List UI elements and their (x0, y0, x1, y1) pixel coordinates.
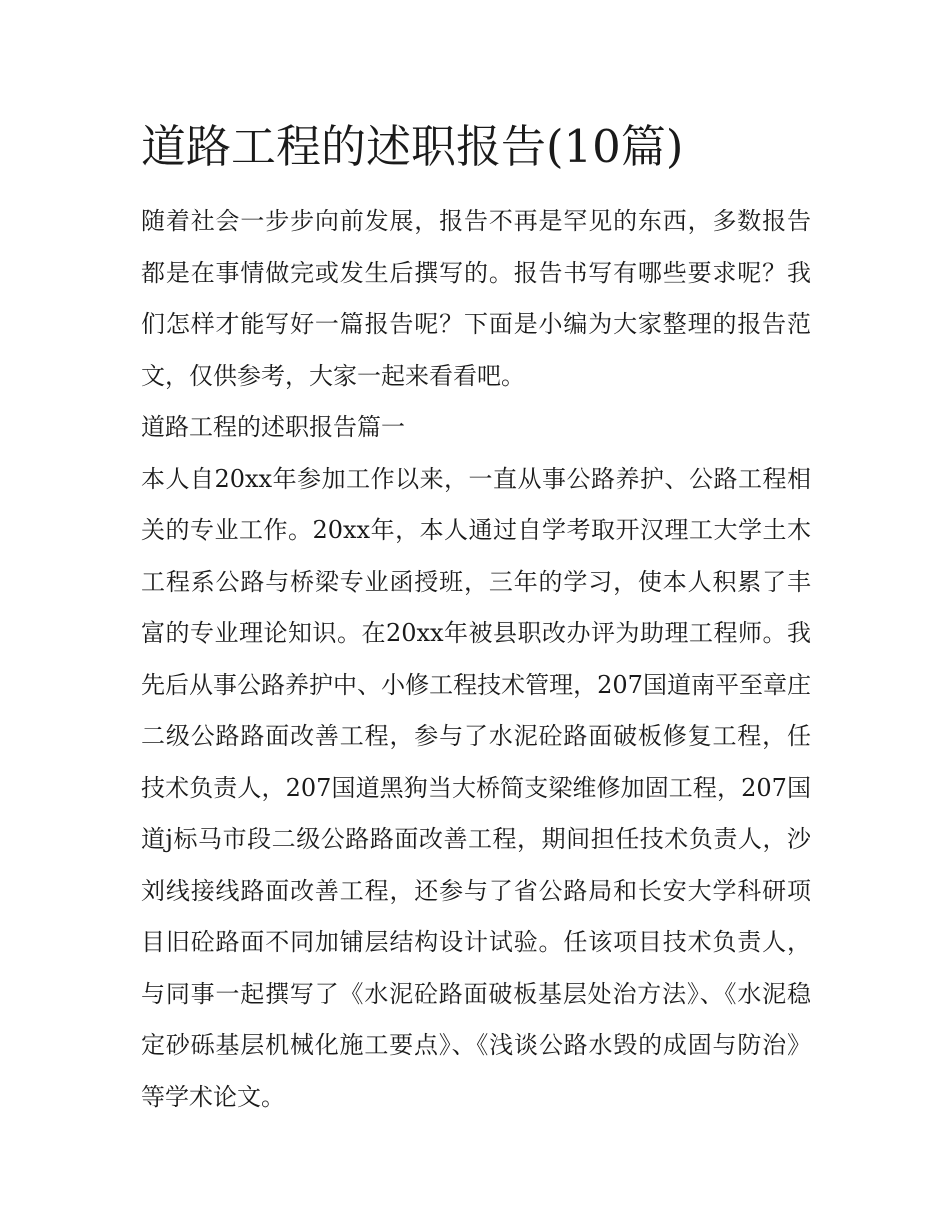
section-heading: 道路工程的述职报告篇一 (141, 413, 405, 441)
intro-paragraph: 随着社会一步步向前发展，报告不再是罕见的东西，多数报告都是在事情做完或发生后撰写的。报告书写有哪些要求呢？我们怎样才能写好一篇报告呢？下面是小编为大家整理的报告范文，仅供参考，大家一起来看看吧。 (141, 207, 811, 390)
document-content (141, 112, 811, 1123)
document-title: 道路工程的述职报告(10篇) (141, 120, 684, 173)
body-paragraph: 本人自20xx年参加工作以来，一直从事公路养护、公路工程相关的专业工作。20xx年，本人通过自学考取开汉理工大学土木工程系公路与桥梁专业函授班，三年的学习，使本人积累了丰富的专业理论知识。在20xx年被县职改办评为助理工程师。我先后从事公路养护中、小修工程技术管理，207国道南平至章庄二级公路路面改善工程，参与了水泥砼路面破板修复工程，任技术负责人，207国道黑狗当大桥简支梁维修加固工程，207国道j标马市段二级公路路面改善工程，期间担任技术负责人，沙刘线接线路面改善工程，还参与了省公路局和长安大学科研项目旧砼路面不同加铺层结构设计试验。任该项目技术负责人，与同事一起撰写了《水泥砼路面破板基层处治方法》、《水泥稳定砂砾基层机械化施工要点》、《浅谈公路水毁的成固与防治》等学术论文。 (141, 464, 811, 1111)
